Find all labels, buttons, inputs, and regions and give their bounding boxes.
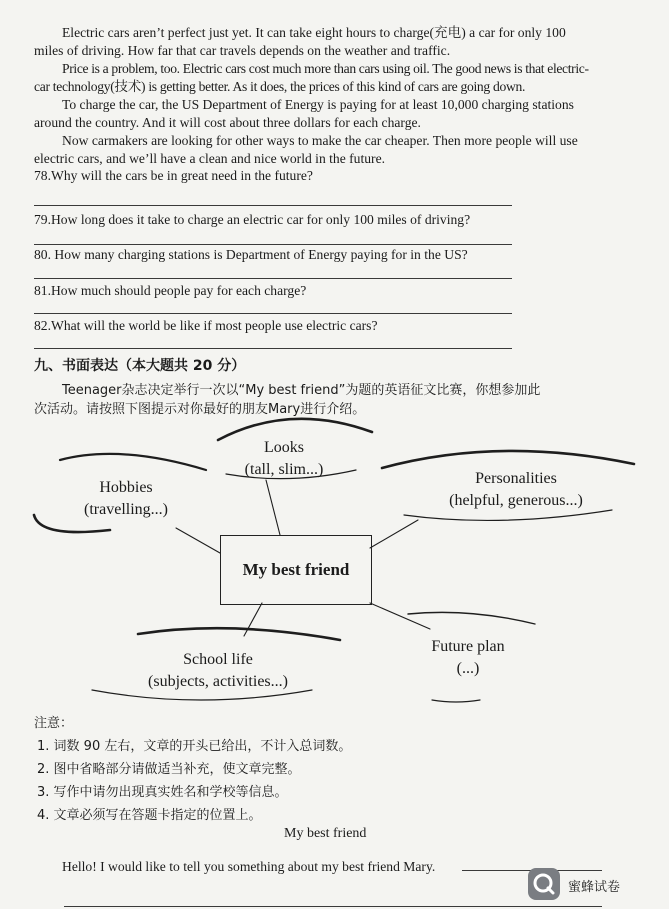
question-78: 78.Why will the cars be in great need in the future? — [34, 168, 313, 183]
question-80: 80. How many charging stations is Department of Energy paying for in the US? — [34, 247, 468, 262]
passage-line: around the country. And it will cost about three dollars for each charge. — [34, 115, 421, 130]
watermark-text: 蜜蜂试卷 — [568, 880, 621, 895]
note-item: 2. 图中省略部分请做适当补充，使文章完整。 — [37, 762, 301, 777]
node-school-life-title: School life — [183, 651, 253, 668]
essay-opening: Hello! I would like to tell you something about my best friend Mary. — [62, 859, 436, 874]
passage-line: To charge the car, the US Department of Energy is paying for at least 10,000 charging stations — [62, 97, 574, 112]
passage-line: Electric cars aren’t perfect just yet. It can take eight hours to charge(充电) a car for only 100 — [62, 25, 566, 40]
node-center: My best friend — [220, 535, 372, 605]
passage-line: electric cars, and we’ll have a clean and nice world in the future. — [34, 151, 386, 166]
node-future-plan — [410, 636, 526, 680]
note-item: 4. 文章必须写在答题卡指定的位置上。 — [37, 808, 262, 823]
notes-heading: 注意： — [34, 716, 74, 731]
node-hobbies — [66, 477, 186, 521]
section-intro-line: Teenager杂志决定举行一次以“My best friend”为题的英语征文比赛，你想参加此 — [62, 383, 541, 398]
node-looks-title: Looks — [264, 439, 304, 456]
bee-logo-icon — [528, 868, 560, 900]
node-personalities-hint: (helpful, generous...) — [449, 492, 583, 509]
node-hobbies-hint: (travelling...) — [84, 501, 168, 518]
passage-line: Price is a problem, too. Electric cars cost much more than cars using oil. The good news is that electric- — [62, 61, 589, 76]
node-looks — [226, 437, 342, 481]
node-personalities — [418, 468, 614, 512]
essay-answer-line[interactable] — [64, 906, 602, 907]
node-hobbies-title: Hobbies — [99, 479, 153, 496]
node-looks-hint: (tall, slim...) — [244, 461, 324, 478]
note-item: 1. 词数 90 左右，文章的开头已给出，不计入总词数。 — [37, 739, 352, 754]
question-82: 82.What will the world be like if most people use electric cars? — [34, 318, 378, 333]
passage-line: Now carmakers are looking for other ways to make the car cheaper. Then more people will use — [62, 133, 578, 148]
node-personalities-title: Personalities — [475, 470, 557, 487]
question-81: 81.How much should people pay for each charge? — [34, 283, 307, 298]
node-school-life-hint: (subjects, activities...) — [148, 673, 288, 690]
passage-line: car technology(技术) is getting better. As it does, the prices of this kind of cars are going down. — [34, 79, 526, 94]
node-future-plan-title: Future plan — [431, 638, 505, 655]
section-intro-line: 次活动。请按照下图提示对你最好的朋友Mary进行介绍。 — [34, 402, 366, 417]
essay-title: My best friend — [284, 826, 367, 841]
node-future-plan-hint: (...) — [456, 660, 480, 677]
note-item: 3. 写作中请勿出现真实姓名和学校等信息。 — [37, 785, 288, 800]
passage-line: miles of driving. How far that car travels depends on the weather and traffic. — [34, 43, 451, 58]
node-school-life — [118, 649, 318, 693]
section-title: 九、书面表达（本大题共 20 分） — [34, 358, 246, 374]
question-79: 79.How long does it take to charge an electric car for only 100 miles of driving? — [34, 212, 471, 227]
